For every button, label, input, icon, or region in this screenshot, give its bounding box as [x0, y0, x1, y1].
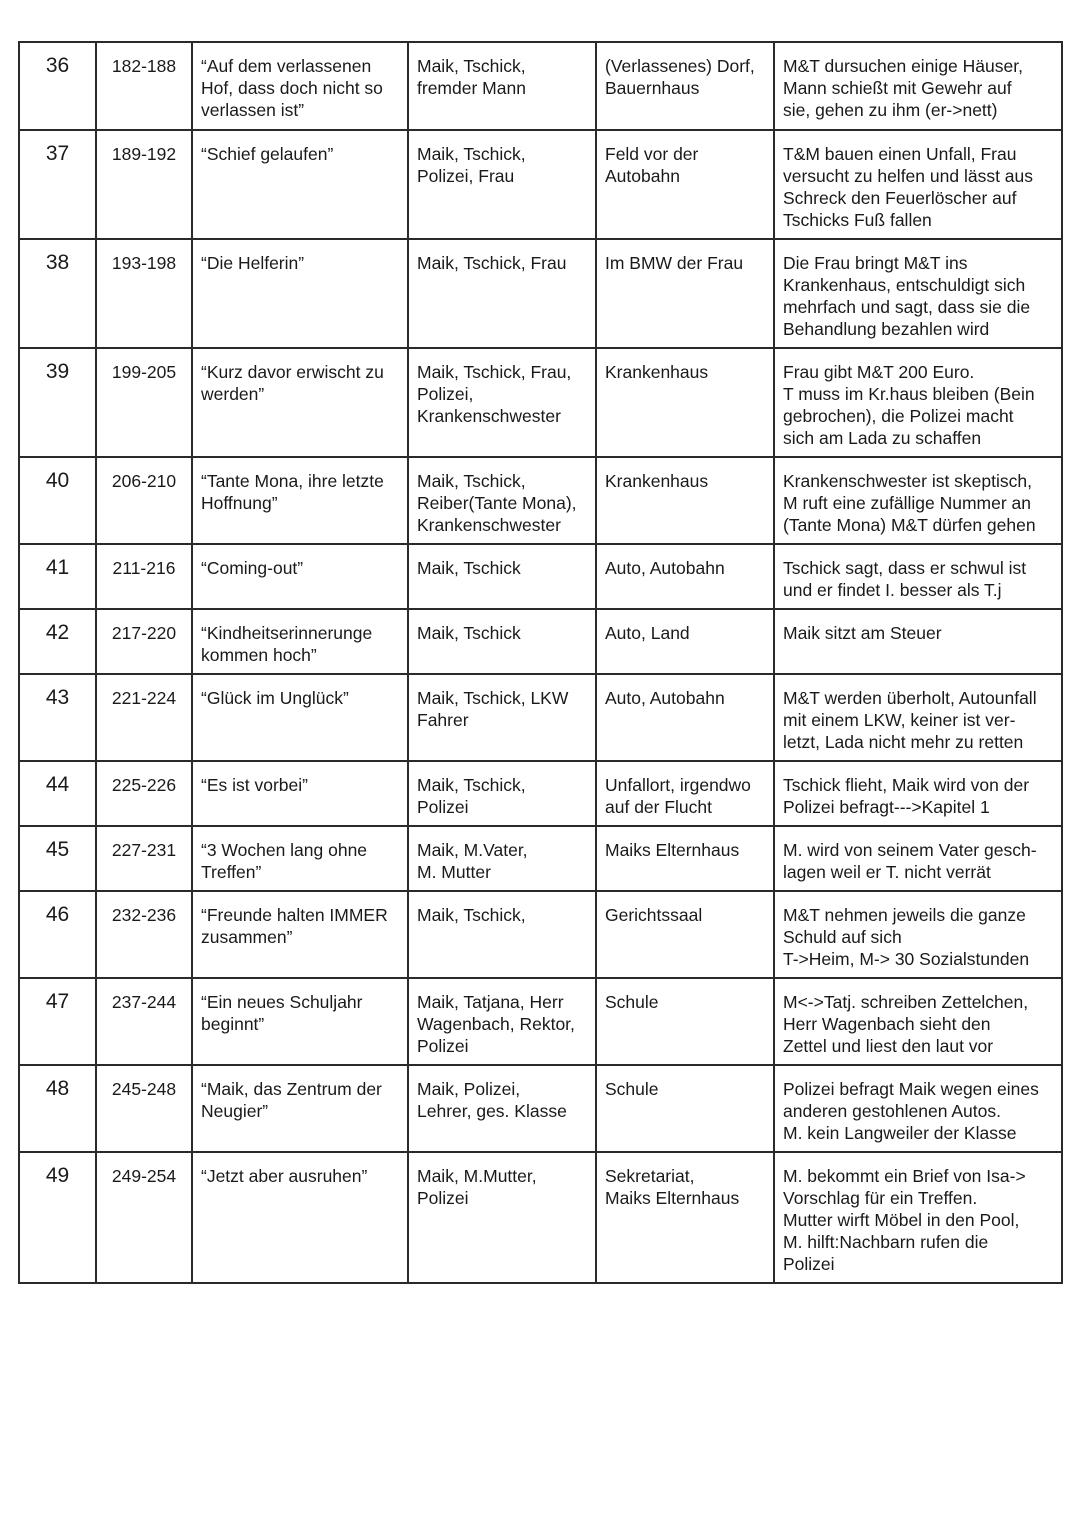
chapter-number: 37 [19, 130, 96, 239]
place-cell: Im BMW der Frau [596, 239, 774, 348]
content-cell: Tschick sagt, dass er schwul ist und er findet I. besser als T.j [774, 544, 1062, 609]
chapter-title: “Freunde halten IMMER zusammen” [192, 891, 408, 978]
chapter-title: “Es ist vorbei” [192, 761, 408, 826]
place-cell: Auto, Land [596, 609, 774, 674]
table-row [19, 826, 1062, 891]
table-row [19, 761, 1062, 826]
chapter-title: “Ein neues Schuljahr beginnt” [192, 978, 408, 1065]
chapter-title: “Glück im Unglück” [192, 674, 408, 761]
content-cell: Krankenschwester ist skeptisch, M ruft eine zufällige Nummer an (Tante Mona) M&T dürfen gehen [774, 457, 1062, 544]
content-cell: Maik sitzt am Steuer [774, 609, 1062, 674]
characters-cell: Maik, M.Vater, M. Mutter [408, 826, 596, 891]
chapter-title: “Die Helferin” [192, 239, 408, 348]
content-cell: M<->Tatj. schreiben Zettelchen, Herr Wagenbach sieht den Zettel und liest den laut vor [774, 978, 1062, 1065]
place-cell: Feld vor der Autobahn [596, 130, 774, 239]
place-cell: Krankenhaus [596, 457, 774, 544]
characters-cell: Maik, Tschick [408, 609, 596, 674]
content-cell: M&T werden überholt, Autounfall mit einem LKW, keiner ist ver- letzt, Lada nicht mehr zu retten [774, 674, 1062, 761]
page-range: 217-220 [96, 609, 192, 674]
chapter-title: “Auf dem verlassenen Hof, dass doch nicht so verlassen ist” [192, 42, 408, 130]
page-range: 211-216 [96, 544, 192, 609]
place-cell: Auto, Autobahn [596, 544, 774, 609]
chapter-table-body [19, 42, 1062, 1283]
content-cell: M&T dursuchen einige Häuser, Mann schießt mit Gewehr auf sie, gehen zu ihm (er->nett) [774, 42, 1062, 130]
chapter-number: 49 [19, 1152, 96, 1283]
content-cell: Frau gibt M&T 200 Euro. T muss im Kr.haus bleiben (Bein gebrochen), die Polizei macht sich am Lada zu schaffen [774, 348, 1062, 457]
table-row [19, 609, 1062, 674]
chapter-title: “Kurz davor erwischt zu werden” [192, 348, 408, 457]
table-row [19, 978, 1062, 1065]
characters-cell: Maik, Polizei, Lehrer, ges. Klasse [408, 1065, 596, 1152]
page-range: 227-231 [96, 826, 192, 891]
content-cell: T&M bauen einen Unfall, Frau versucht zu helfen und lässt aus Schreck den Feuerlöscher auf Tschicks Fuß fallen [774, 130, 1062, 239]
chapter-title: “Coming-out” [192, 544, 408, 609]
document-page [18, 41, 1061, 1284]
chapter-number: 48 [19, 1065, 96, 1152]
chapter-title: “Kindheitserinnerunge kommen hoch” [192, 609, 408, 674]
chapter-title: “Schief gelaufen” [192, 130, 408, 239]
chapter-number: 46 [19, 891, 96, 978]
chapter-number: 36 [19, 42, 96, 130]
chapter-number: 47 [19, 978, 96, 1065]
page-range: 206-210 [96, 457, 192, 544]
characters-cell: Maik, Tschick, [408, 891, 596, 978]
table-row [19, 1065, 1062, 1152]
place-cell: Krankenhaus [596, 348, 774, 457]
characters-cell: Maik, Tschick [408, 544, 596, 609]
characters-cell: Maik, Tschick, LKW Fahrer [408, 674, 596, 761]
chapter-number: 38 [19, 239, 96, 348]
content-cell: M&T nehmen jeweils die ganze Schuld auf sich T->Heim, M-> 30 Sozialstunden [774, 891, 1062, 978]
page-range: 221-224 [96, 674, 192, 761]
page-range: 225-226 [96, 761, 192, 826]
characters-cell: Maik, Tschick, Frau, Polizei, Krankenschwester [408, 348, 596, 457]
place-cell: Unfallort, irgendwo auf der Flucht [596, 761, 774, 826]
table-row [19, 674, 1062, 761]
place-cell: Maiks Elternhaus [596, 826, 774, 891]
chapter-number: 41 [19, 544, 96, 609]
content-cell: M. wird von seinem Vater gesch- lagen weil er T. nicht verrät [774, 826, 1062, 891]
page-range: 232-236 [96, 891, 192, 978]
chapter-number: 43 [19, 674, 96, 761]
place-cell: Gerichtssaal [596, 891, 774, 978]
characters-cell: Maik, Tatjana, Herr Wagenbach, Rektor, Polizei [408, 978, 596, 1065]
chapter-title: “Maik, das Zentrum der Neugier” [192, 1065, 408, 1152]
chapter-number: 40 [19, 457, 96, 544]
table-row [19, 130, 1062, 239]
chapter-number: 42 [19, 609, 96, 674]
place-cell: Schule [596, 978, 774, 1065]
characters-cell: Maik, Tschick, fremder Mann [408, 42, 596, 130]
table-row [19, 544, 1062, 609]
place-cell: Auto, Autobahn [596, 674, 774, 761]
characters-cell: Maik, Tschick, Reiber(Tante Mona), Krankenschwester [408, 457, 596, 544]
table-row [19, 348, 1062, 457]
characters-cell: Maik, Tschick, Polizei, Frau [408, 130, 596, 239]
page-range: 193-198 [96, 239, 192, 348]
content-cell: Polizei befragt Maik wegen eines anderen gestohlenen Autos. M. kein Langweiler der Klasse [774, 1065, 1062, 1152]
page-range: 189-192 [96, 130, 192, 239]
table-row [19, 1152, 1062, 1283]
chapter-title: “Tante Mona, ihre letzte Hoffnung” [192, 457, 408, 544]
page-range: 249-254 [96, 1152, 192, 1283]
table-row [19, 457, 1062, 544]
place-cell: Schule [596, 1065, 774, 1152]
characters-cell: Maik, M.Mutter, Polizei [408, 1152, 596, 1283]
page-range: 237-244 [96, 978, 192, 1065]
place-cell: (Verlassenes) Dorf, Bauernhaus [596, 42, 774, 130]
content-cell: M. bekommt ein Brief von Isa-> Vorschlag für ein Treffen. Mutter wirft Möbel in den Pool, M. hilft:Nachbarn rufen die Polizei [774, 1152, 1062, 1283]
chapter-title: “3 Wochen lang ohne Treffen” [192, 826, 408, 891]
place-cell: Sekretariat, Maiks Elternhaus [596, 1152, 774, 1283]
page-range: 199-205 [96, 348, 192, 457]
page-range: 182-188 [96, 42, 192, 130]
characters-cell: Maik, Tschick, Polizei [408, 761, 596, 826]
chapter-number: 44 [19, 761, 96, 826]
content-cell: Tschick flieht, Maik wird von der Polizei befragt--->Kapitel 1 [774, 761, 1062, 826]
table-row [19, 42, 1062, 130]
chapter-summary-table [18, 41, 1063, 1284]
page-range: 245-248 [96, 1065, 192, 1152]
content-cell: Die Frau bringt M&T ins Krankenhaus, entschuldigt sich mehrfach und sagt, dass sie die Behandlung bezahlen wird [774, 239, 1062, 348]
chapter-number: 45 [19, 826, 96, 891]
table-row [19, 239, 1062, 348]
table-row [19, 891, 1062, 978]
characters-cell: Maik, Tschick, Frau [408, 239, 596, 348]
chapter-number: 39 [19, 348, 96, 457]
chapter-title: “Jetzt aber ausruhen” [192, 1152, 408, 1283]
